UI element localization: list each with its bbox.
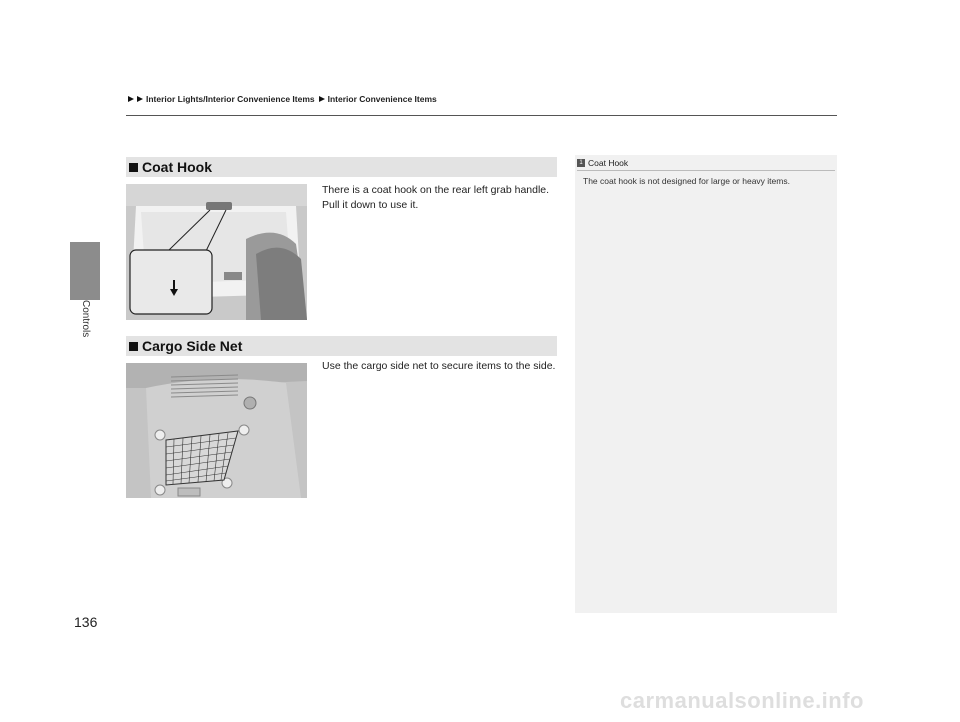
cargo-net-illustration: [126, 363, 307, 498]
breadcrumb-item[interactable]: Interior Lights/Interior Convenience Items: [146, 94, 315, 104]
cargo-net-text: Use the cargo side net to secure items to the side.: [322, 360, 556, 372]
section-bullet-icon: [129, 163, 138, 172]
section-bullet-icon: [129, 342, 138, 351]
side-note-heading: [577, 158, 628, 168]
cargo-net-photo: [126, 363, 307, 498]
side-note-text: The coat hook is not designed for large or heavy items.: [583, 176, 790, 186]
coat-hook-text: There is a coat hook on the rear left grab handle. Pull it down to use it.: [322, 184, 550, 211]
coat-hook-photo: [126, 184, 307, 320]
header-divider: [126, 115, 837, 116]
section-heading-coat-hook: [126, 157, 557, 177]
breadcrumb-arrow-icon: [319, 96, 325, 102]
coat-hook-illustration: [126, 184, 307, 320]
section-heading-cargo-side-net: [126, 336, 557, 356]
side-note-divider: [577, 170, 835, 171]
breadcrumb-arrow-icon: [137, 96, 143, 102]
section-title: Coat Hook: [142, 159, 212, 175]
page-number: 136: [74, 614, 98, 630]
section-title: Cargo Side Net: [142, 338, 243, 354]
breadcrumb-item[interactable]: Interior Convenience Items: [327, 94, 437, 104]
breadcrumb-arrow-icon: [128, 96, 134, 102]
chapter-tab: [70, 242, 100, 300]
breadcrumb: [128, 94, 437, 104]
side-note-title: Coat Hook: [588, 158, 629, 168]
note-reference-badge: 1: [577, 159, 585, 167]
side-note-panel: [575, 155, 837, 613]
watermark: carmanualsonline.info: [620, 688, 864, 713]
chapter-label: Controls: [80, 300, 91, 338]
